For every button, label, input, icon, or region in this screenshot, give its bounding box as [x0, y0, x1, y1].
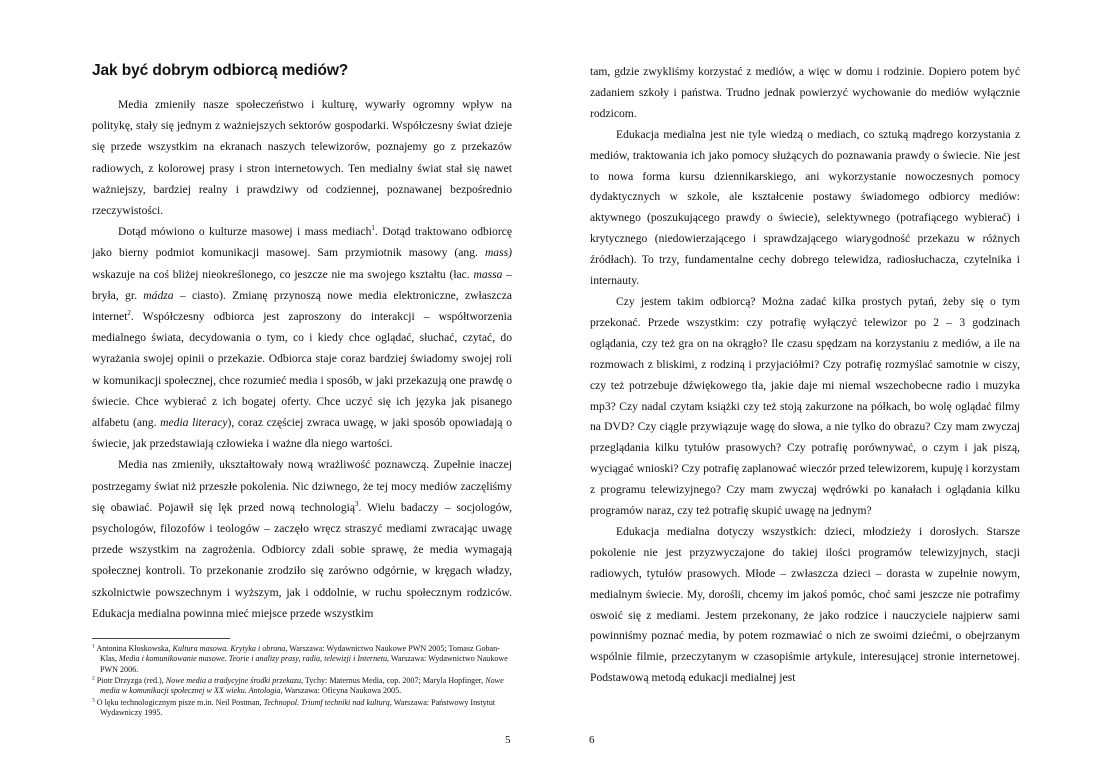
footnote-ref: 1	[371, 224, 375, 233]
footnote-divider	[92, 638, 230, 639]
footnote-1: $^1$ Antonina Kłoskowska, Kultura masowa. Krytyka i obrona, Warszawa: Wydawnictwo Naukowe PWN 2005; Tomasz Goban-Klas, Media i komunikowanie masowe. Teorie i analizy prasy, radia, telewizji i Internetu, Warszawa: Wydawnictwo Naukowe PWN 2006.	[92, 643, 508, 674]
paragraph: Edukacja medialna dotyczy wszystkich: dzieci, młodzieży i dorosłych. Starsze pokolenie nie jest przyzwyczajone do takiej ilości programów telewizyjnych, stacji radiowych, tytułów prasowych. Młode – zwłaszcza dzieci – dorasta w zupełnie nowym, medialnym świecie. My, dorośli, chcemy im jakoś pomóc, choć sami jeszcze nie potrafimy oswoić się z mediami. Jestem przekonany, że jako rodzice i nauczyciele najpierw sami powinniśmy poznać media, by potem rozmawiać o nich ze swoimi dziećmi, o obejrzanym wspólnie filmie, przeczytanym w czasopiśmie artykule, interesującej stronie internetowej. Podstawową metodą edukacji medialnej jest	[590, 524, 1020, 685]
paragraph: Czy jestem takim odbiorcą? Można zadać kilka prostych pytań, żeby się o tym przekonać. Przede wszystkim: czy potrafię wyłączyć telewizor po 2 – 3 godzinach oglądania, czy też gra on na okrągło? Ile czasu spędzam na korzystaniu z mediów, a ile na rozmowach z bliskimi, z rodziną i przyjaciółmi? Czy potrafię rozmyślać samotnie w ciszy, czy też potrzebuje dźwiękowego tła, jakie daje mi niemal wszechobecne radio i muzyka mp3? Czy nadal czytam książki czy też stoją zakurzone na półkach, bo wolę oglądać filmy na DVD? Czy ciągle przywiązuje wagę do słowa, a nie tylko do obrazu? Czy mam zwyczaj przeglądania kilku tytułów prasowych? Czy potrafię porównywać, o czym i jak piszą, wyciągać wnioski? Czy potrafię zaplanować wieczór przed telewizorem, kupuję i korzystam z programu telewizyjnego? Czy mam zwyczaj wędrówki po kanałach i oglądania kilku programów naraz, czy też potrafię skupić uwagę na jednym?	[590, 294, 1020, 518]
page-number: 5	[505, 734, 511, 746]
article-title: Jak być dobrym odbiorcą mediów?	[92, 62, 349, 79]
footnote-2: $^2$ Piotr Drzyzga (red.), Nowe media a tradycyjne środki przekazu, Tychy: Maternus Media, cop. 2007; Maryla Hopfinger, Nowe media w komunikacji społecznej w XX wieku. Antologia, Warszawa: Oficyna Naukowa 2005.	[92, 675, 504, 696]
footnote-ref: 2	[127, 309, 131, 318]
footnote-ref: 3	[355, 500, 359, 508]
footnote-3: $^3$ O lęku technologicznym pisze m.in. Neil Postman, Technopol. Triumf techniki nad kulturą, Warszawa: Państwowy Instytut Wydawniczy 1995.	[92, 696, 496, 717]
paragraph: Media nas zmieniły, ukształtowały nową wrażliwość poznawczą. Zupełnie inaczej postrzegamy świat niż przeszłe pokolenia. Nic dziwnego, że tej mocy mediów zaczęliśmy się obawiać. Pojawił się lęk przed nową technologią$^3$. Wielu badaczy – socjologów, psychologów, filozofów i teologów – zaczęło wręcz straszyć mediami zwracając uwagę przede wszystkim na zagrożenia. Odbiorcy zdali sobie sprawę, że media wymagają społecznej kontroli. To przekonanie zrodziło się zarówno odgórnie, w kręgach władzy, szkolnictwie powszechnym i wyższym, jak i oddolnie, w ruchu społecznym rodziców. Edukacja medialna powinna mieć miejsce przede wszystkim	[92, 458, 512, 620]
page-number: 6	[589, 734, 595, 746]
right-text-column	[590, 62, 1020, 689]
paragraph: Edukacja medialna jest nie tyle wiedzą o mediach, co sztuką mądrego korzystania z mediów, traktowania ich jako pomocy służących do poznawania prawdy o świecie. Nie jest to nowa forma kursu dziennikarskiego, ani wykorzystanie nowoczesnych pomocy dydaktycznych w szkole, ale kształcenie postawy świadomego odbiorcy mediów: aktywnego (poszukującego prawdy o świecie), selektywnego (potrafiącego wybierać) i krytycznego (niedowierzającego i sprawdzającego wiarygodność przekazu w różnych źródłach). To trzy, fundamentalne cechy dobrego telewidza, radiosłuchacza, czytelnika i internauty.	[590, 127, 1020, 288]
paragraph: tam, gdzie zwykliśmy korzystać z mediów, a więc w domu i rodzinie. Dopiero potem być zadaniem szkoły i państwa. Trudno jednak powierzyć wychowanie do mediów wyłącznie rodzicom.	[590, 65, 1020, 120]
right-page	[550, 0, 1100, 778]
paragraph: Dotąd mówiono o kulturze masowej i mass mediach$^1$. Dotąd traktowano odbiorcę jako bierny podmiot komunikacji masowej. Sam przymiotnik masowy (ang. mass) wskazuje na coś bliżej nieokreślonego, co jeszcze nie ma swojego kształtu (łac. massa – bryła, gr. mádza – ciasto). Zmianę przynoszą nowe media elektroniczne, zwłaszcza internet$^2$. Współczesny odbiorca jest zaproszony do interakcji – współtworzenia medialnego świata, decydowania o tym, co i kiedy chce oglądać, słuchać, czytać, do wyrażania swojej opinii o przekazie. Odbiorca staje coraz bardziej świadomy swojej roli w komunikacji społecznej, chce rozumieć media i sposób, w jaki przekazują one prawdę o świecie. Chce wybierać z ich bogatej oferty. Chce uczyć się ich języka jak pisanego alfabetu (ang. media literacy), coraz częściej zwraca uwagę, w jaki sposób opowiadają o świecie, jak przedstawiają człowieka i ważne dla niego wartości.	[92, 224, 512, 451]
left-text-column	[92, 62, 512, 719]
paragraph: Media zmieniły nasze społeczeństwo i kulturę, wywarły ogromny wpływ na politykę, stały się jednym z ważniejszych sektorów gospodarki. Współczesny świat dzieje się przede wszystkim na ekranach naszych telewizorów, poznajemy go z przekazów radiowych, z kolorowej prasy i stron internetowych. Ten medialny świat stał się nawet ważniejszy, bardziej realny i prawdziwy od codziennej, poznawanej bezpośrednio rzeczywistości.	[92, 98, 512, 218]
